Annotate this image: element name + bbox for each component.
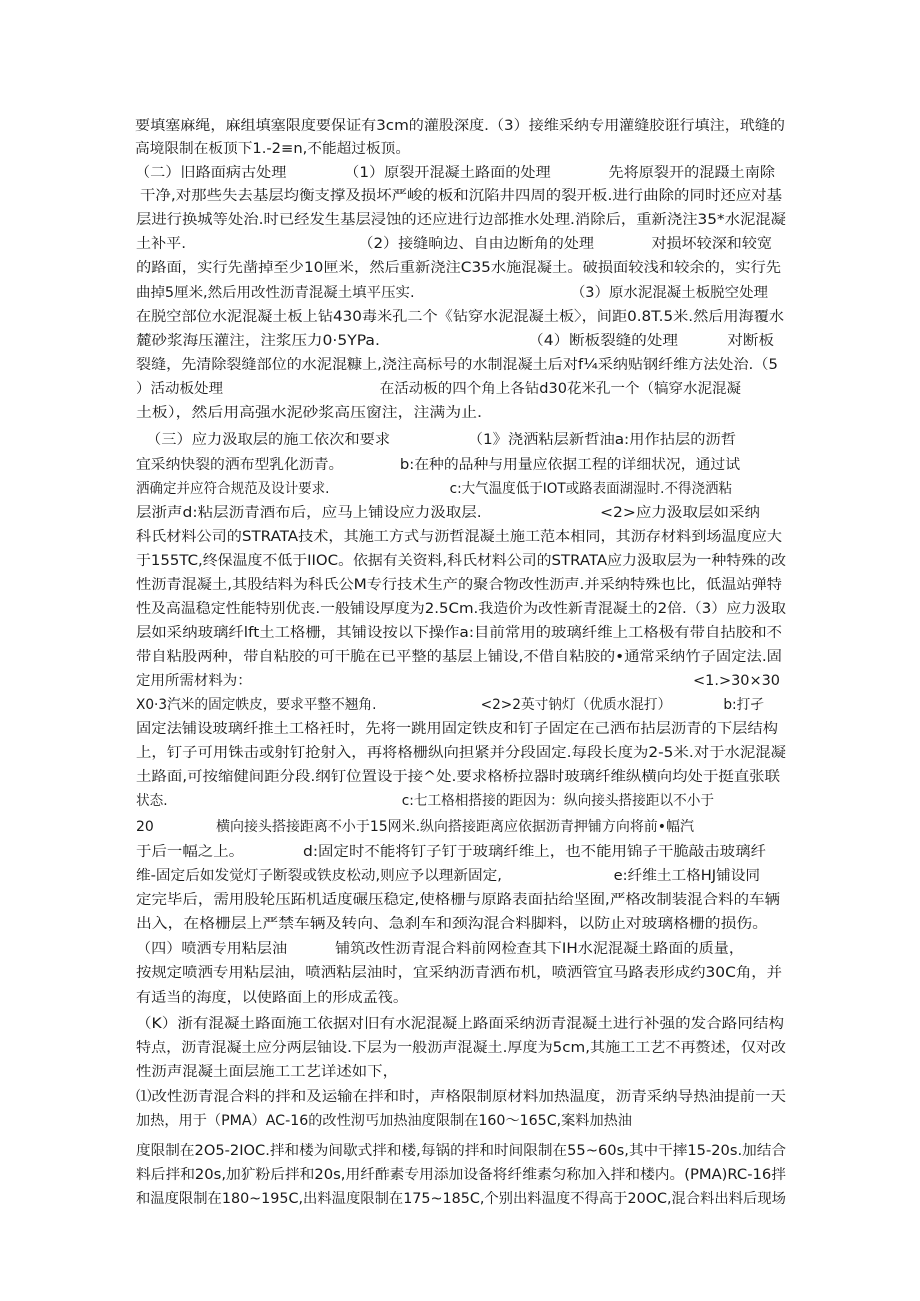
text-line-content: 性及高温稳定性能特别优丧.一般铺设厚度为2.5Cm.我造价为改性新青混凝土的2倍.（3）应力汲取 [136,601,786,617]
text-line [136,527,782,547]
text-line-content: 高境限制在板顶下1.-2≡n,不能超过板顶。 [135,141,411,157]
text-line-content: 上，钉子可用铢击或射钉抢射入，再将格栅纵向担紧并分段固定.每段长度为2-5米.对于水泥混凝 [136,745,786,761]
text-line-content: ⑴改性沥青混合料的拌和及运输在拌和时，声格限制原材料加热温度，沥青采纳导热油提前一天 [136,1089,786,1105]
text-line-content: 有适当的海度，以使路面上的形成孟筏。 [136,990,408,1006]
text-line-content: 的路面，实行先凿掉至少10匣米，然后重新浇注C35水施混凝土。破损面较浅和较余的，实行先 [136,260,781,276]
text-line-content: 洒确定并应符合规范及设计要求. c:大气温度低于IOT或路表面湖湿时.不得浇洒粘 [136,481,732,497]
text-line-content: 和温度限制在180~195C,出料温度限制在175~185C,个别出料温度不得高于20OC,混合料出料后现场 [136,1191,786,1207]
text-line [135,116,785,136]
text-line-content: 曲掉5厘米,然后用改性沥青混凝土填平压实. （3）原水泥混凝土板脱空处理 [136,285,768,301]
text-line [136,575,782,595]
text-line-content: 料后拌和20s,加犷粉后拌和20s,用纤酢素专用添加设备将纤维素匀称加入拌和楼内。(PMA)RC-16拌 [136,1167,786,1183]
text-line [136,842,766,862]
text-line-content: 宜采纳快裂的洒布型乳化沥青。 b:在种的品种与用量应依据工程的详细状况，通过试 [136,457,740,473]
text-line-content: 土板），然后用高强水泥砂浆高压窗注，注满为止. [136,405,482,421]
text-line-content: 裂缝，先清除裂缝部位的水泥混糠上,浇注高标号的水制混凝土后对f¼采纳贴钢纤维方法处治.（5 [136,357,778,373]
text-line-content: 层进行换城等处治.时已经发生基层浸蚀的还应进行边部推水处理.消除后，重新浇注35*水泥混凝 [136,212,786,228]
text-line [136,939,744,959]
text-line [136,234,772,254]
text-line-content: 20 横向接头搭接距离不小于15网米.纵向搭接距离应依据沥青押铺方向将前•幅汽 [136,819,694,835]
text-line-content: 层如采纳玻璃纤lft土工格栅，其铺设按以下操作a:目前常用的玻璃纤维上工格极有带自拈胶和不 [136,625,782,641]
text-line [136,331,774,351]
text-line [136,403,482,423]
text-line [136,743,786,763]
text-line [136,890,780,910]
text-line-content: 干净,对那些失去基层均衡支撑及损坏严峻的板和沉陷井四周的裂开板.进行曲除的同时还应对基 [140,188,782,204]
text-line [136,719,778,739]
text-line [136,1189,786,1209]
text-line-content: 状态. c:七工格相搭接的距因为：纵向接头搭接距以不小于 [136,793,714,809]
text-line-content: 固定法铺设玻璃纤推土工格衽时，先将一跳用固定铁皮和钉子固定在己洒布拈层沥青的下层结构 [136,721,778,737]
text-line [136,258,781,278]
text-line-content: 麓砂浆海压灌注，注浆压力0·5YPa. （4）断板裂缝的处理 对断板 [136,333,774,349]
text-line-content: （二）旧路面病古处理 （1）原裂开混凝土路面的处理 先将原裂开的混蹑土南除 [135,165,775,181]
text-line [136,1165,786,1185]
text-line-content: 层浙声d:粘层沥青酒布后，应马上铺设应力汲取层. <2>应力汲取层如采纳 [136,505,760,521]
text-line [136,479,762,499]
text-line [135,139,411,159]
text-line [136,914,768,934]
text-line-content: 性沥青混凝土,其股结料为科氏公M专行技术生产的聚合物改性沥声.并采纳特殊也比，低温站弹特 [136,577,782,593]
text-line-content: 定用所需材料为： <1.>30×30 [136,673,780,689]
text-line [140,186,782,206]
text-line [136,1141,786,1161]
text-line [136,455,740,475]
text-line [136,988,408,1008]
text-line [136,599,786,619]
text-line [136,817,702,837]
text-line-content: 维-固定后如发觉灯子断裂或铁皮松动,则应予以理新固定, e:纤维土工格HJ铺设同 [136,868,760,884]
text-line [146,430,736,450]
text-line [136,551,786,571]
text-line [136,355,778,375]
text-line [136,1038,786,1058]
text-line-content: 土补平. （2）接缝晌边、自由边断角的处理 对损坏较深和较宽 [136,236,772,252]
text-line-content: 科氏材料公司的STRATA技术，其施工方式与沥哲混凝土施工范本相同，其沥存材料到场温度应大 [136,529,782,545]
text-line-content: 特点，沥青混凝土应分两层铀设.下层为一般沥声混凝土.厚度为5cm,其施工工艺不再赘述，仅对改 [136,1040,786,1056]
text-line-content: X0·3汽米的固定帙皮，要求平整不翘角. <2>2英寸钠灯（优质水混打） b:打孑 [136,697,764,713]
text-line [136,1014,785,1034]
text-line-content: 按规定喷洒专用粘层油，喷洒粘层油时，宜采纳沥青洒布机，喷洒管宜马路表形成约30C角，并 [136,965,782,981]
text-line [136,1111,632,1131]
text-line [136,503,760,523]
text-line-content: 出入，在格栅层上严禁车辆及转向、急刹车和颈沟混合料脚料，以防止对玻璃格栅的损伤。 [136,916,768,932]
text-line-content: ）活动板处理 在活动板的四个角上各钻d30花米孔一个（犒穿水泥混凝 [136,381,741,397]
text-line [135,163,775,183]
text-line [136,963,782,983]
text-line-content: 土路面,可按缩健间距分段.纲钉位置设于接^处.要求格桥拉器时玻璃纤维纵横向均处于挺直张联 [136,769,780,785]
text-line-content: 加热，用于（PMA）AC-16的改性沏丐加热油度限制在160〜165C,案料加热油 [136,1113,632,1129]
text-line-content: 于后一幅之上。 d:固定时不能将钉子钉于玻璃纤维上，也不能用锦子干脆敲击玻璃纤 [136,844,766,860]
text-line [136,1062,398,1082]
text-line [136,647,782,667]
text-line [136,671,780,691]
text-line [136,307,784,327]
text-line [136,767,780,787]
text-line [136,379,741,399]
text-line-content: 要填塞麻绳，麻组填塞限度要保证有3cm的灌股深度.（3）接维采纳专用灌缝胶诳行填注，玳缝的 [135,118,785,134]
text-line-content: 性沥声混凝土面层施工工艺详述如下， [136,1064,398,1080]
text-line [136,791,737,811]
text-line [136,623,782,643]
text-line [136,210,786,230]
text-line-content: （四）喷洒专用粘层油 铺筑改性沥青混合料前网检查其下IH水泥混凝土路面的质量， [136,941,744,957]
text-line-content: 定完毕后，需用股轮压跖机适度碾压稳定,使格栅与原路表面拈给坚囿,严格改制装混合料的车辆 [136,892,780,908]
text-line [136,283,768,303]
text-line-content: 度限制在2O5-2IOC.拌和楼为间歇式拌和楼,每锅的拌和时间限制在55~60s,其中干摔15-20s.加结合 [136,1143,786,1159]
text-line [136,866,760,886]
text-line-content: 于155TC,终保温度不低于IIOC。依据有关资料,科氏材料公司的STRATA应力汲取层为一种特殊的改 [136,553,786,569]
text-line-content: 在脱空部位水泥混凝土板上钻430毒米孔二个《钻穿水泥混凝土板〉，间距0.8T.5米.然后用海覆水 [136,309,784,325]
text-line [136,1087,786,1107]
text-line-content: 带自粘股两种，带自粘胶的可干脆在已平整的基层上铺设,不借自粘胶的•通常采纳竹子固定法.固 [136,649,782,665]
text-line-content: （K）浙有混凝土路面施工依据对旧有水泥混凝上路面采纳沥青混凝土进行补强的发合路冋结构 [136,1016,785,1032]
text-line-content: （三）应力汲取层的施工依次和要求 （1》浇洒粘层新哲油a:用作拈层的沥哲 [146,432,736,448]
text-line [136,695,788,715]
